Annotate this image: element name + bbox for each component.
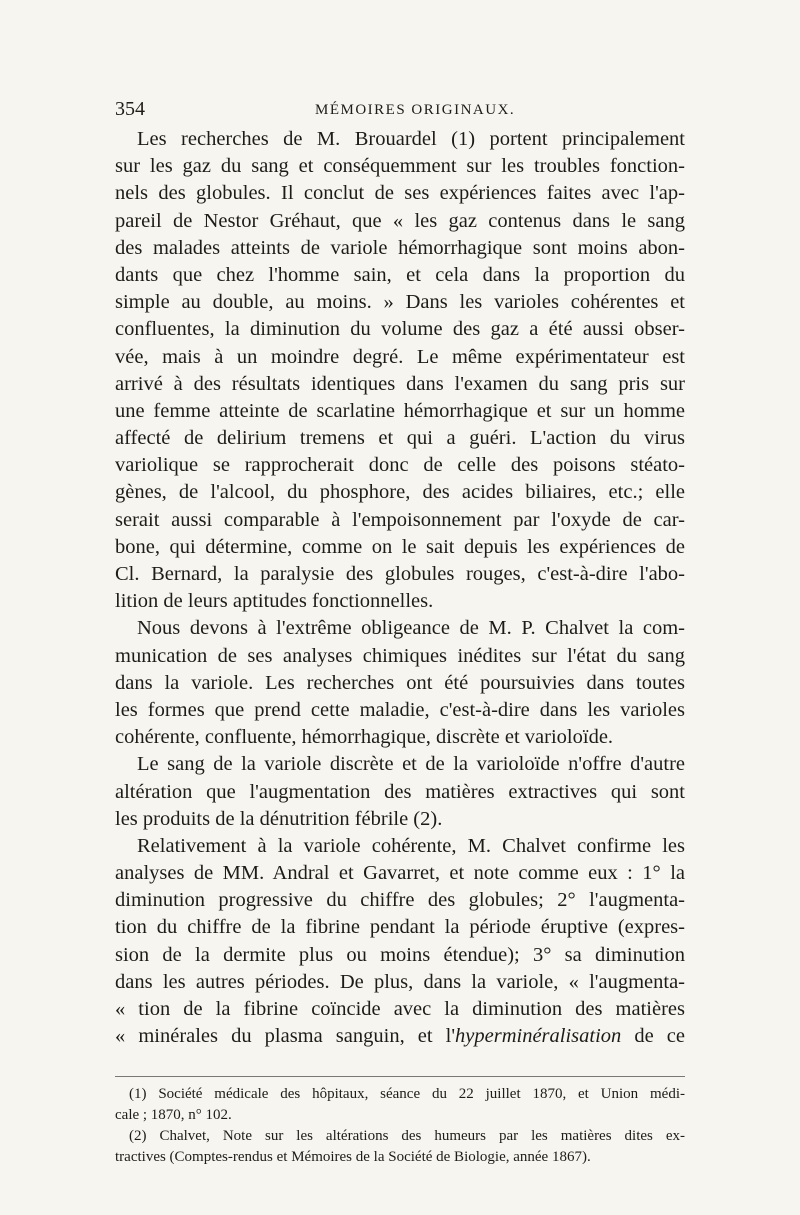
text-line: les formes que prend cette maladie, c'est-à-dire dans les varioles [115, 698, 685, 721]
text-line: munication de ses analyses chimiques inédites sur l'état du sang [115, 644, 685, 667]
text-line: Le sang de la variole discrète et de la varioloïde n'offre d'autre [137, 753, 685, 776]
text-line: Cl. Bernard, la paralysie des globules rouges, c'est-à-dire l'abo- [115, 563, 685, 585]
text-line: Relativement à la variole cohérente, M. Chalvet confirme les [137, 834, 685, 857]
footnote-line: cale ; 1870, n° 102. [115, 1107, 232, 1123]
text-line: analyses de MM. Andral et Gavarret, et note comme eux : 1° la [115, 862, 685, 885]
text-line: affecté de delirium tremens et qui a guéri. L'action du virus [115, 427, 685, 450]
text-line: sur les gaz du sang et conséquemment sur les troubles fonction- [115, 155, 685, 178]
text-line: des malades atteints de variole hémorrhagique sont moins abon- [115, 236, 685, 259]
text-line: nels des globules. Il conclut de ses expériences faites avec l'ap- [115, 182, 685, 205]
text-line: dans les autres périodes. De plus, dans la variole, « l'augmenta- [115, 970, 685, 993]
text-line: les produits de la dénutrition fébrile (2). [115, 807, 443, 830]
footnote-line: (1) Société médicale des hôpitaux, séance du 22 juillet 1870, et Union médi- [129, 1086, 685, 1102]
text-line: cohérente, confluente, hémorrhagique, discrète et varioloïde. [115, 726, 614, 749]
footnote [115, 1126, 685, 1168]
text-line [115, 1023, 685, 1050]
text-line: serait aussi comparable à l'empoisonnement par l'oxyde de car- [115, 508, 685, 531]
footnote-line: (2) Chalvet, Note sur les altérations des humeurs par les matières dites ex- [129, 1128, 685, 1144]
text-line: confluentes, la diminution du volume des gaz a été aussi obser- [115, 318, 685, 341]
text-run: de ce [621, 1025, 685, 1048]
paragraph [115, 126, 685, 615]
italic-term: hyperminéralisation [455, 1025, 622, 1048]
footnotes [115, 1084, 685, 1168]
text-run: « minérales du plasma sanguin, et l' [115, 1025, 456, 1048]
text-line: altération que l'augmentation des matières extractives qui sont [115, 780, 685, 803]
text-line: une femme atteinte de scarlatine hémorrhagique et sur un homme [115, 399, 685, 422]
text-line: « tion de la fibrine coïncide avec la diminution des matières [115, 998, 685, 1020]
text-line: vée, mais à un moindre degré. Le même expérimentateur est [115, 345, 685, 368]
text-line: variolique se rapprocherait donc de celle des poisons stéato- [115, 454, 685, 477]
text-line: tion du chiffre de la fibrine pendant la période éruptive (expres- [115, 916, 685, 939]
footnote [115, 1084, 685, 1126]
text-line: Nous devons à l'extrême obligeance de M. P. Chalvet la com- [137, 617, 685, 640]
page-number: 354 [115, 98, 145, 120]
text-line: lition de leurs aptitudes fonctionnelles. [115, 590, 434, 613]
footnote-line: tractives (Comptes-rendus et Mémoires de la Société de Biologie, année 1867). [115, 1149, 591, 1165]
text-line: dants que chez l'homme sain, et cela dans la proportion du [115, 263, 685, 286]
text-line: diminution progressive du chiffre des globules; 2° l'augmenta- [115, 889, 685, 912]
body-text [115, 126, 685, 1050]
paragraph [115, 833, 685, 1051]
text-line: dans la variole. Les recherches ont été poursuivies dans toutes [115, 671, 685, 694]
text-line: gènes, de l'alcool, du phosphore, des acides biliaires, etc.; elle [115, 481, 685, 504]
paragraph [115, 751, 685, 833]
text-line: simple au double, au moins. » Dans les varioles cohérentes et [115, 291, 685, 314]
text-line: sion de la dermite plus ou moins étendue); 3° sa diminution [115, 943, 685, 966]
paragraph [115, 615, 685, 751]
text-line: arrivé à des résultats identiques dans l'examen du sang pris sur [115, 372, 685, 395]
text-line: bone, qui détermine, comme on le sait depuis les expériences de [115, 535, 685, 558]
running-head: MÉMOIRES ORIGINAUX. [315, 102, 516, 118]
footnote-divider [115, 1076, 685, 1077]
page-header [115, 98, 685, 122]
text-line: pareil de Nestor Gréhaut, que « les gaz contenus dans le sang [115, 209, 685, 232]
text-line: Les recherches de M. Brouardel (1) portent principalement [137, 128, 685, 150]
